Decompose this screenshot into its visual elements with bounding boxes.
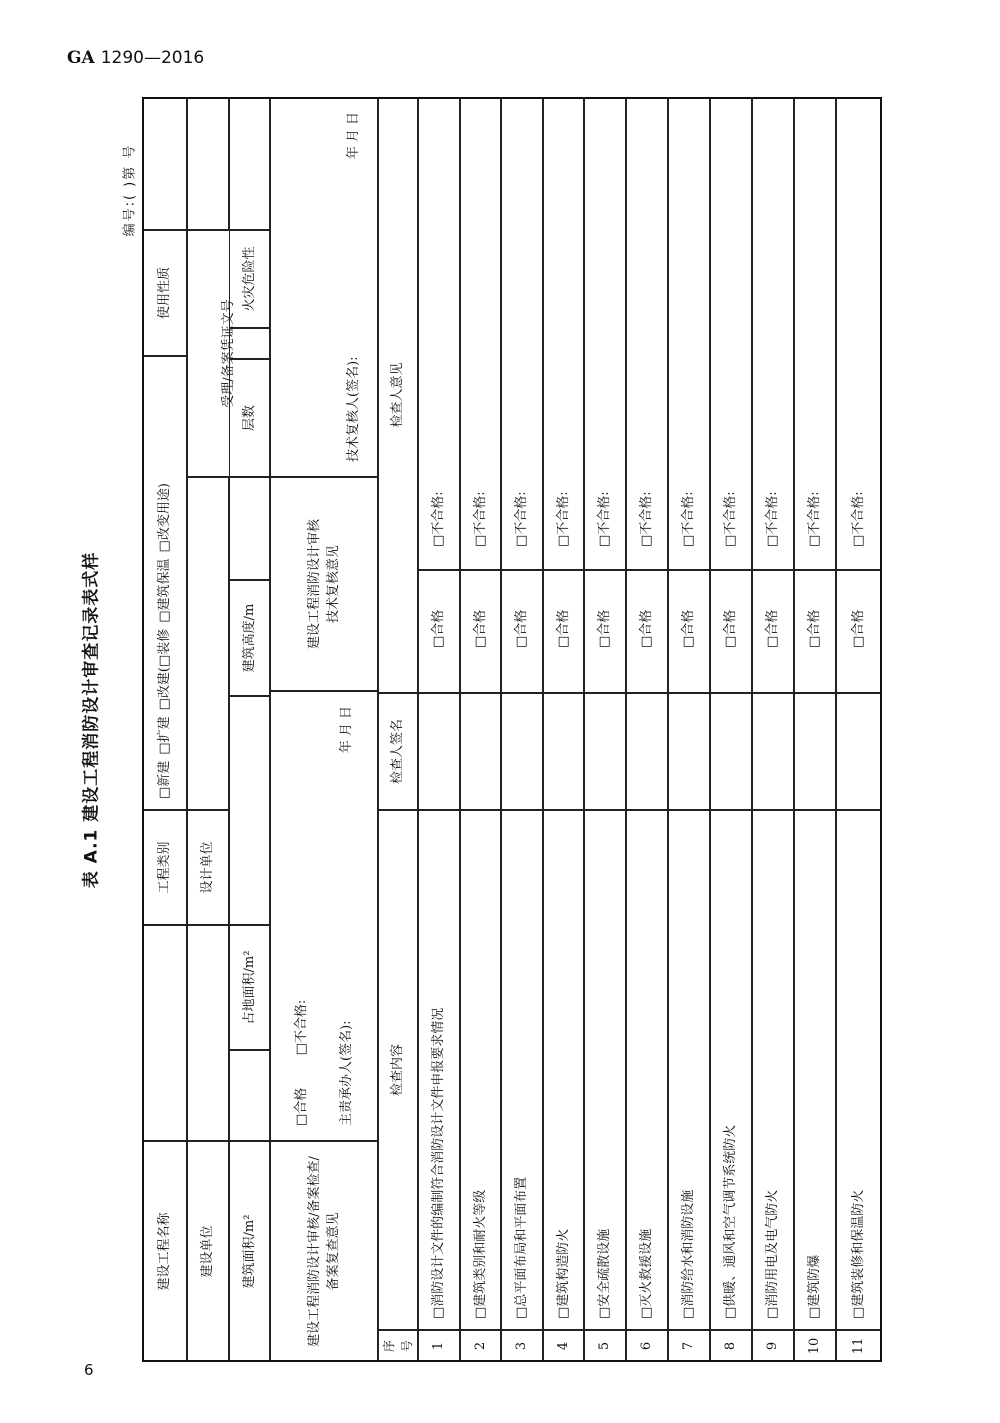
- row-signature[interactable]: [460, 693, 501, 810]
- header-seq: 序号: [378, 1330, 418, 1362]
- building-height-label: 建筑高度/m: [229, 580, 270, 696]
- row-signature[interactable]: [584, 693, 626, 810]
- fire-hazard-label: 火灾危险性: [229, 230, 270, 328]
- project-name-field[interactable]: [142, 925, 187, 1141]
- row-pass[interactable]: □合格: [418, 570, 460, 693]
- row-signature[interactable]: [543, 693, 584, 810]
- acceptance-doc-label: 受理/备案凭证文号: [187, 230, 270, 477]
- use-nature-field[interactable]: [142, 97, 187, 230]
- row-seq: 5: [584, 1330, 626, 1362]
- opinion-date: 年 月 日: [338, 706, 354, 754]
- row-content[interactable]: □供暖、通风和空气调节系统防火: [710, 810, 752, 1330]
- row-seq: 8: [710, 1330, 752, 1362]
- caption-text: 表 A.1 建设工程消防设计审查记录表式样: [81, 551, 102, 889]
- row-content[interactable]: □消防给水和消防设施: [668, 810, 710, 1330]
- row-fail[interactable]: □不合格:: [501, 97, 543, 570]
- opinion-area: [270, 691, 378, 1141]
- table-row: [752, 97, 794, 1362]
- table-row: [668, 97, 710, 1362]
- option-new[interactable]: □新建: [156, 760, 172, 799]
- row-fail[interactable]: □不合格:: [418, 97, 460, 570]
- building-height-field[interactable]: [229, 477, 270, 580]
- row-seq: 4: [543, 1330, 584, 1362]
- opinion-pass-checkbox[interactable]: □合格: [293, 1087, 309, 1126]
- row-signature[interactable]: [626, 693, 668, 810]
- table-row: [543, 97, 584, 1362]
- row-pass[interactable]: □合格: [460, 570, 501, 693]
- row-pass[interactable]: □合格: [710, 570, 752, 693]
- table-row: [836, 97, 882, 1362]
- row-content[interactable]: □建筑构造防火: [543, 810, 584, 1330]
- row-signature[interactable]: [501, 693, 543, 810]
- option-change-use[interactable]: □改变用途): [156, 483, 172, 553]
- table-row: [460, 97, 501, 1362]
- row-fail[interactable]: □不合格:: [794, 97, 836, 570]
- row-content[interactable]: □消防用电及电气防火: [752, 810, 794, 1330]
- table-row: [710, 97, 752, 1362]
- option-rebuild-decoration[interactable]: □改建(□装修: [156, 628, 172, 711]
- header-content: 检查内容: [378, 810, 418, 1330]
- project-name-label: 建设工程名称: [142, 1141, 187, 1362]
- row-seq: 6: [626, 1330, 668, 1362]
- row-content[interactable]: □建筑类别和耐火等级: [460, 810, 501, 1330]
- row-fail[interactable]: □不合格:: [460, 97, 501, 570]
- row-pass[interactable]: □合格: [543, 570, 584, 693]
- owner-field[interactable]: [187, 925, 229, 1141]
- designer-label: 设计单位: [187, 810, 229, 925]
- row-content[interactable]: □安全疏散设施: [584, 810, 626, 1330]
- acceptance-doc-field[interactable]: [187, 97, 229, 230]
- row-signature[interactable]: [794, 693, 836, 810]
- building-area-field[interactable]: [229, 1050, 270, 1141]
- row-fail[interactable]: □不合格:: [584, 97, 626, 570]
- row-pass[interactable]: □合格: [752, 570, 794, 693]
- project-category-options: [142, 356, 187, 810]
- floors-label: 层数: [229, 359, 270, 477]
- building-area-label: 建筑面积/m²: [229, 1141, 270, 1362]
- standard-number: [67, 48, 204, 68]
- row-signature[interactable]: [710, 693, 752, 810]
- designer-field[interactable]: [187, 477, 229, 810]
- page-number: 6: [84, 1361, 94, 1379]
- standard-prefix: GA: [67, 48, 95, 68]
- row-pass[interactable]: □合格: [584, 570, 626, 693]
- use-nature-label: 使用性质: [142, 230, 187, 356]
- row-pass[interactable]: □合格: [668, 570, 710, 693]
- row-fail[interactable]: □不合格:: [710, 97, 752, 570]
- header-signature: 检查人签名: [378, 693, 418, 810]
- fire-hazard-field[interactable]: [229, 97, 270, 230]
- table-row: [584, 97, 626, 1362]
- row-content[interactable]: □灭火救援设施: [626, 810, 668, 1330]
- row-signature[interactable]: [752, 693, 794, 810]
- land-area-field[interactable]: [229, 696, 270, 925]
- row-signature[interactable]: [418, 693, 460, 810]
- row-fail[interactable]: □不合格:: [668, 97, 710, 570]
- table-row: [418, 97, 460, 1362]
- table-row: [794, 97, 836, 1362]
- row-seq: 1: [418, 1330, 460, 1362]
- row-content[interactable]: □建筑防爆: [794, 810, 836, 1330]
- row-fail[interactable]: □不合格:: [836, 97, 882, 570]
- opinion-label: 建设工程消防设计审核/备案检查/备案复查意见: [270, 1141, 378, 1362]
- row-fail[interactable]: □不合格:: [543, 97, 584, 570]
- table-row: [501, 97, 543, 1362]
- tech-signer-label: 技术复核人(签名):: [345, 356, 361, 462]
- row-pass[interactable]: □合格: [501, 570, 543, 693]
- opinion-fail-checkbox[interactable]: □不合格:: [293, 999, 309, 1056]
- row-signature[interactable]: [836, 693, 882, 810]
- project-category-label: 工程类别: [142, 810, 187, 925]
- tech-review-area: [270, 97, 378, 477]
- floors-field[interactable]: [229, 328, 270, 359]
- row-seq: 10: [794, 1330, 836, 1362]
- row-fail[interactable]: □不合格:: [752, 97, 794, 570]
- row-content[interactable]: □消防设计文件的编制符合消防设计文件申报要求情况: [418, 810, 460, 1330]
- row-content[interactable]: □总平面布局和平面布置: [501, 810, 543, 1330]
- header-opinion: 检查人意见: [378, 97, 418, 693]
- row-seq: 3: [501, 1330, 543, 1362]
- review-record-table: [142, 97, 882, 1362]
- row-pass[interactable]: □合格: [836, 570, 882, 693]
- row-seq: 7: [668, 1330, 710, 1362]
- row-seq: 9: [752, 1330, 794, 1362]
- row-signature[interactable]: [668, 693, 710, 810]
- tech-review-date: 年 月 日: [345, 112, 361, 160]
- opinion-signer-label: 主责承办人(签名):: [338, 1020, 354, 1126]
- tech-review-label: 建设工程消防设计审核技术复核意见: [270, 477, 378, 691]
- row-pass[interactable]: □合格: [794, 570, 836, 693]
- option-insulation[interactable]: □建筑保温: [156, 558, 172, 623]
- serial-text: 编号:( )第 号: [122, 143, 138, 237]
- row-seq: 2: [460, 1330, 501, 1362]
- owner-label: 建设单位: [187, 1141, 229, 1362]
- standard-code: 1290—2016: [100, 48, 205, 68]
- row-seq: 11: [836, 1330, 882, 1362]
- land-area-label: 占地面积/m²: [229, 925, 270, 1050]
- table-row: [626, 97, 668, 1362]
- option-extend[interactable]: □扩建: [156, 716, 172, 755]
- row-pass[interactable]: □合格: [626, 570, 668, 693]
- row-content[interactable]: □建筑装修和保温防火: [836, 810, 882, 1330]
- row-fail[interactable]: □不合格:: [626, 97, 668, 570]
